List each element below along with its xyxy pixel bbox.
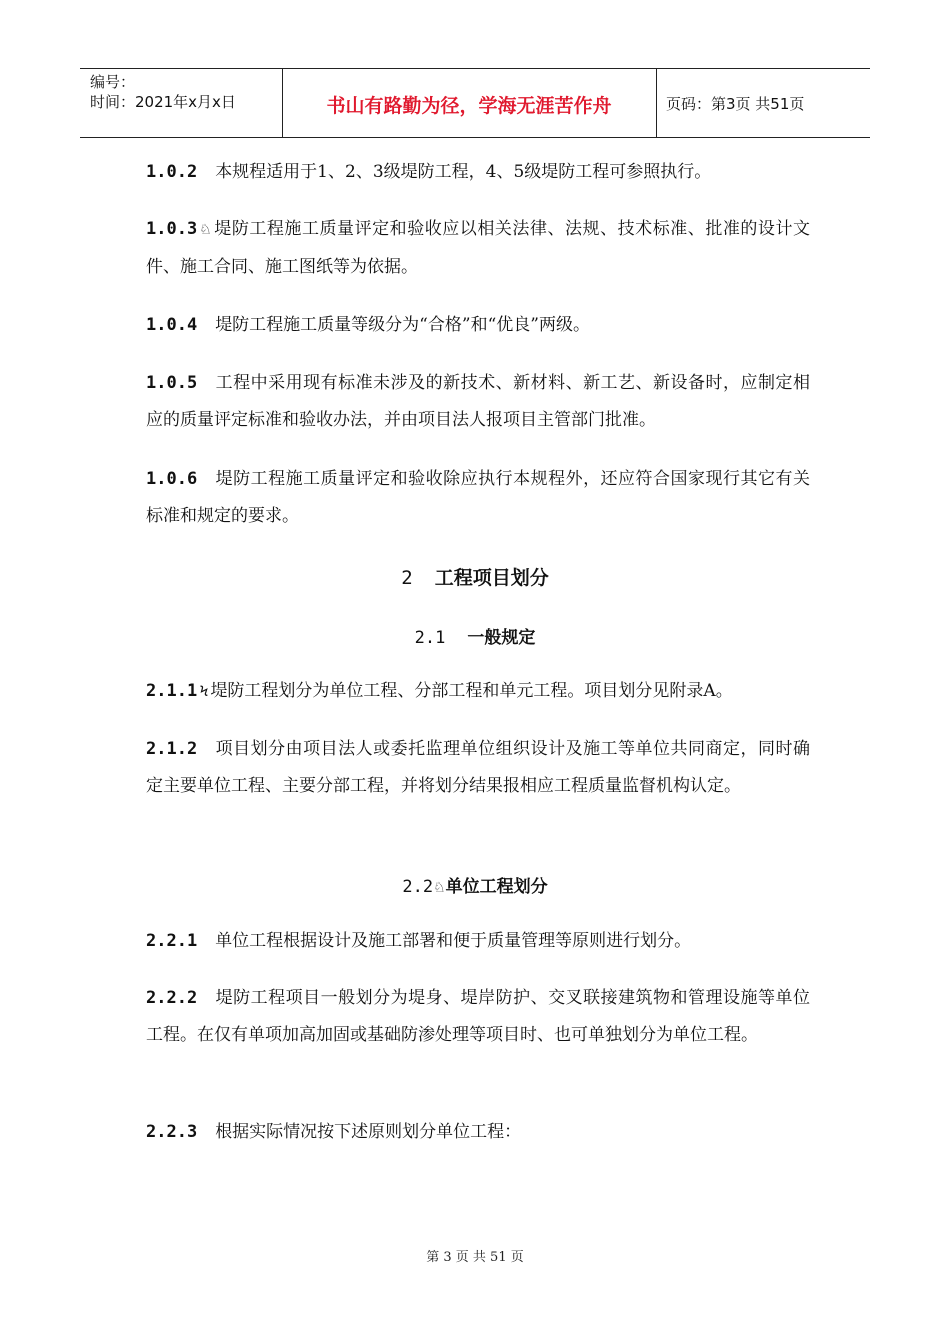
- clause-2-2-3: [146, 1114, 810, 1151]
- clause-text: 工程中采用现有标准未涉及的新技术、新材料、新工艺、新设备时，应制定相应的质量评定标准和验收办法，并由项目法人报项目主管部门批准。: [146, 373, 810, 430]
- chapter-title: 工程项目划分: [434, 567, 549, 589]
- section-number: 2.1: [414, 628, 446, 648]
- clause-2-1-2: [146, 731, 810, 805]
- document-number-label: 编号：: [90, 73, 136, 91]
- clause-1-0-3: [146, 211, 810, 286]
- glyph-mark: Ϟ: [199, 684, 209, 700]
- clause-number: 1.0.6: [146, 469, 198, 489]
- clause-text: 堤防工程施工质量评定和验收应以相关法律、法规、技术标准、批准的设计文件、施工合同、施工图纸等为依据。: [146, 219, 810, 277]
- clause-text: 堤防工程施工质量等级分为“合格”和“优良”两级。: [215, 315, 590, 335]
- section-title: 一般规定: [467, 628, 536, 648]
- clause-2-2-1: [146, 923, 810, 960]
- clause-text: 堤防工程施工质量评定和验收除应执行本规程外，还应符合国家现行其它有关标准和规定的要求。: [146, 469, 810, 526]
- clause-text: 堤防工程项目一般划分为堤身、堤岸防护、交叉联接建筑物和管理设施等单位工程。在仅有单项加高加固或基础防渗处理等项目时、也可单独划分为单位工程。: [146, 988, 810, 1045]
- clause-number: 2.2.2: [146, 988, 198, 1008]
- chapter-heading: [0, 563, 950, 590]
- clause-number: 1.0.4: [146, 315, 198, 335]
- clause-text: 单位工程根据设计及施工部署和便于质量管理等原则进行划分。: [215, 931, 692, 951]
- clause-number: 2.1.1: [146, 681, 198, 701]
- document-time-label: 时间：2021年x月x日: [90, 93, 236, 111]
- glyph-mark: ♘: [433, 880, 446, 896]
- section-heading-2-2: [0, 872, 950, 897]
- clause-number: 2.2.1: [146, 931, 198, 951]
- clause-text: 项目划分由项目法人或委托监理单位组织设计及施工等单位共同商定，同时确定主要单位工程、主要分部工程，并将划分结果报相应工程质量监督机构认定。: [146, 739, 810, 796]
- clause-number: 2.1.2: [146, 739, 198, 759]
- clause-text: 堤防工程划分为单位工程、分部工程和单元工程。项目划分见附录A。: [210, 681, 733, 701]
- clause-2-2-2: [146, 980, 810, 1054]
- clause-text: 本规程适用于1、2、3级堤防工程，4、5级堤防工程可参照执行。: [215, 162, 712, 182]
- clause-number: 2.2.3: [146, 1122, 198, 1142]
- section-number: 2.2: [402, 877, 434, 897]
- clause-1-0-2: [146, 154, 810, 191]
- clause-number: 1.0.2: [146, 162, 198, 182]
- section-heading-2-1: [0, 623, 950, 648]
- section-title: 单位工程划分: [445, 877, 548, 897]
- clause-2-1-1: [146, 673, 810, 711]
- clause-1-0-6: [146, 461, 810, 535]
- page-header: [80, 68, 870, 138]
- header-motto: 书山有路勤为径，学海无涯苦作舟: [326, 95, 612, 117]
- header-middle-cell: [282, 69, 657, 137]
- header-left-cell: [80, 69, 283, 137]
- page-footer: 第 3 页 共 51 页: [426, 1250, 524, 1265]
- header-page-info: 页码：第3页 共51页: [666, 95, 805, 113]
- chapter-number: 2: [401, 567, 413, 589]
- clause-1-0-4: [146, 307, 810, 344]
- clause-1-0-5: [146, 365, 810, 439]
- glyph-mark: ♘: [199, 222, 212, 238]
- clause-number: 1.0.3: [146, 219, 198, 239]
- header-right-cell: [656, 69, 870, 137]
- clause-text: 根据实际情况按下述原则划分单位工程：: [215, 1122, 522, 1142]
- clause-number: 1.0.5: [146, 373, 198, 393]
